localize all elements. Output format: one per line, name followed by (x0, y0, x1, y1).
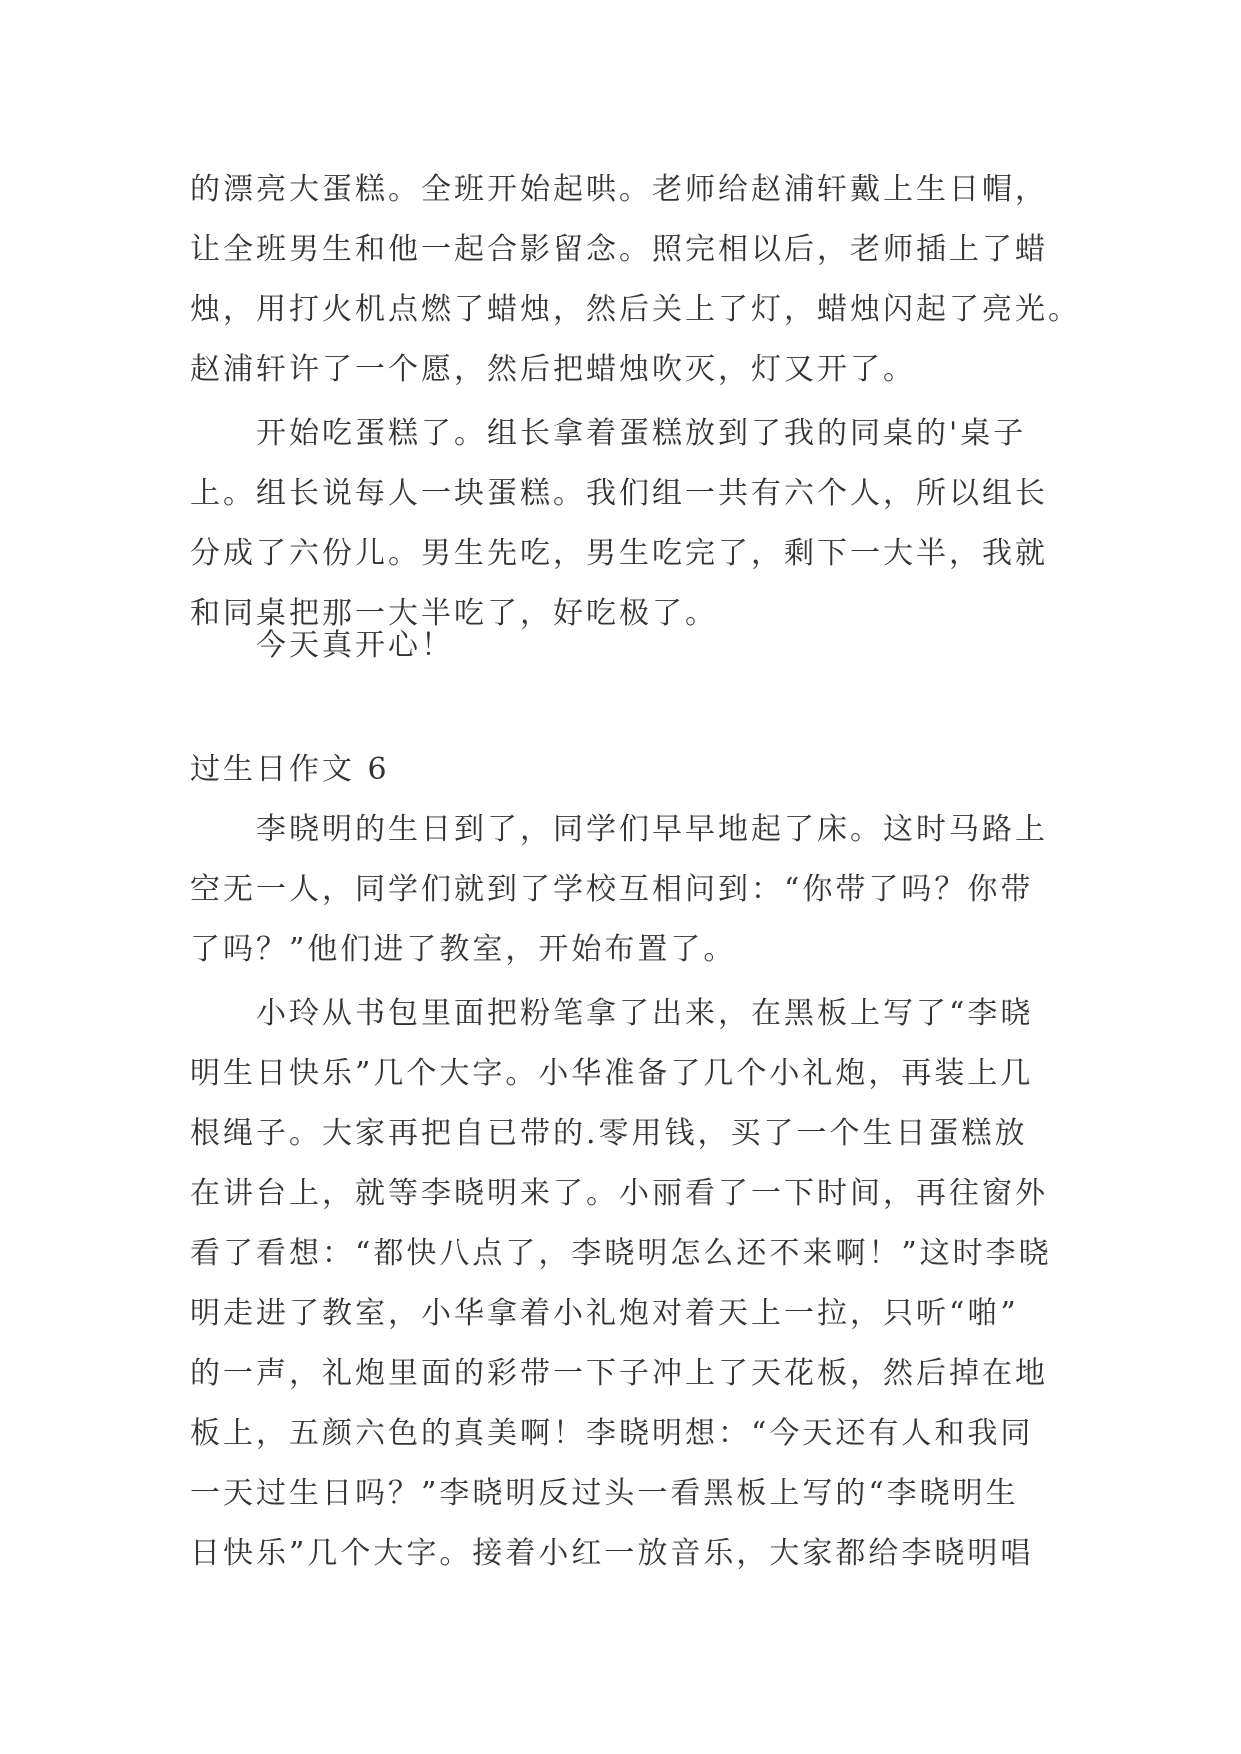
text-line: 明走进了教室，小华拿着小礼炮对着天上一拉，只听“啪” (190, 1296, 1019, 1331)
text-line: 赵浦轩许了一个愿，然后把蜡烛吹灭，灯又开了。 (190, 352, 916, 387)
text-line: 了吗？”他们进了教室，开始布置了。 (190, 932, 737, 967)
text-line: 在讲台上，就等李晓明来了。小丽看了一下时间，再往窗外 (190, 1176, 1048, 1211)
paragraph-4 (190, 800, 1070, 980)
paragraph-2 (190, 404, 1070, 644)
text-line: 日快乐”几个大字。接着小红一放音乐，大家都给李晓明唱 (190, 1536, 1034, 1571)
text-line: 和同桌把那一大半吃了，好吃极了。 (190, 596, 718, 631)
text-line: 的漂亮大蛋糕。全班开始起哄。老师给赵浦轩戴上生日帽， (190, 172, 1048, 207)
paragraph-5 (190, 984, 1070, 1584)
text-line: 空无一人，同学们就到了学校互相问到：“你带了吗？你带 (190, 872, 1034, 907)
text-line: 分成了六份儿。男生先吃，男生吃完了，剩下一大半，我就 (190, 536, 1048, 571)
text-line: 根绳子。大家再把自已带的.零用钱，买了一个生日蛋糕放 (190, 1116, 1028, 1151)
section-heading (190, 740, 390, 800)
heading-text: 过生日作文 6 (190, 752, 390, 787)
text-line: 小玲从书包里面把粉笔拿了出来，在黑板上写了“李晓 (256, 996, 1034, 1031)
text-line: 开始吃蛋糕了。组长拿着蛋糕放到了我的同桌的'桌子 (256, 416, 1027, 451)
paragraph-1 (190, 160, 1081, 400)
text-line: 李晓明的生日到了，同学们早早地起了床。这时马路上 (256, 812, 1048, 847)
text-line: 的一声，礼炮里面的彩带一下子冲上了天花板，然后掉在地 (190, 1356, 1048, 1391)
text-line: 今天真开心！ (256, 628, 454, 663)
paragraph-3 (190, 616, 1070, 676)
text-line: 板上，五颜六色的真美啊！李晓明想：“今天还有人和我同 (190, 1416, 1034, 1451)
text-line: 上。组长说每人一块蛋糕。我们组一共有六个人，所以组长 (190, 476, 1048, 511)
text-line: 让全班男生和他一起合影留念。照完相以后，老师插上了蜡 (190, 232, 1048, 267)
text-line: 看了看想：“都快八点了，李晓明怎么还不来啊！”这时李晓 (190, 1236, 1052, 1271)
text-line: 明生日快乐”几个大字。小华准备了几个小礼炮，再装上几 (190, 1056, 1034, 1091)
text-line: 烛，用打火机点燃了蜡烛，然后关上了灯，蜡烛闪起了亮光。 (190, 292, 1081, 327)
text-line: 一天过生日吗？”李晓明反过头一看黑板上写的“李晓明生 (190, 1476, 1019, 1511)
